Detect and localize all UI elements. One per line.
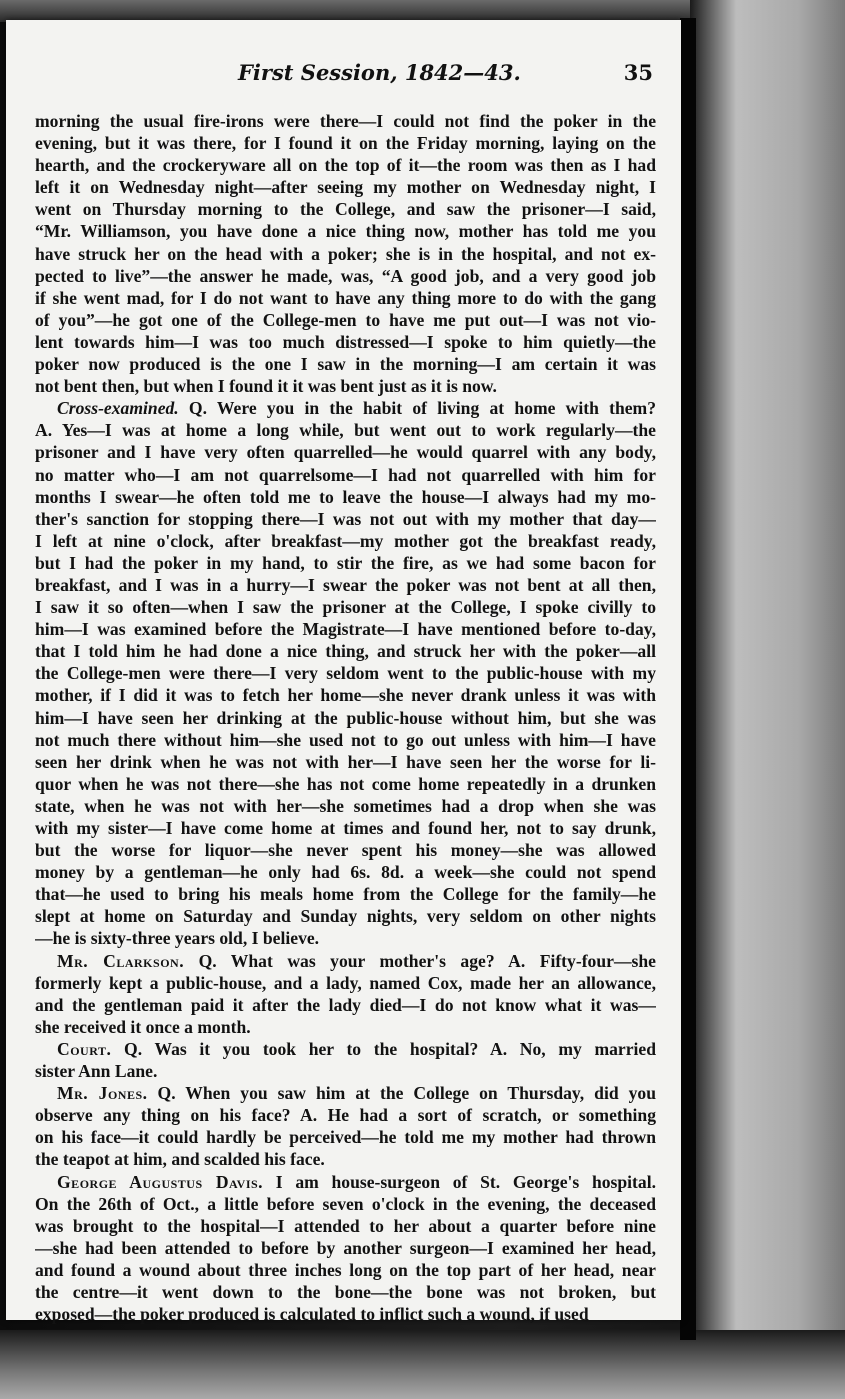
- text-line: [35, 375, 656, 397]
- line-text: have struck her on the head with a poker; she is in the hospital, and not ex-: [35, 243, 656, 264]
- text-line: [35, 861, 656, 883]
- scanner-background: [690, 0, 845, 1399]
- text-line: [35, 530, 656, 552]
- page-text: [35, 110, 656, 1325]
- text-line: [35, 110, 656, 132]
- line-text: that—he used to bring his meals home from the College for the family—he: [35, 884, 656, 905]
- text-line: [35, 1193, 656, 1215]
- line-text: the teapot at him, and scalded his face.: [35, 1149, 325, 1170]
- text-line: [35, 132, 656, 154]
- line-text: of you”—he got one of the College-men to have me put out—I was not vio-: [35, 309, 656, 330]
- line-text: morning the usual fire-irons were there—I could not find the poker in the: [35, 111, 656, 131]
- text-line: [35, 1016, 656, 1038]
- line-text: Q. Was it you took her to the hospital? A. No, my married: [111, 1038, 656, 1059]
- line-text: Q. Were you in the habit of living at home with them?: [178, 398, 656, 419]
- text-line: [35, 1104, 656, 1126]
- line-text: —she had been attended to before by another surgeon—I examined her head,: [35, 1237, 656, 1258]
- text-line: [35, 994, 656, 1016]
- text-line: [35, 773, 656, 795]
- page-edge-shadow: [680, 18, 696, 1340]
- line-text: I saw it so often—when I saw the prisoner at the College, I spoke civilly to: [35, 597, 656, 618]
- text-line: [35, 795, 656, 817]
- text-line: [35, 441, 656, 463]
- text-line: [35, 154, 656, 176]
- speaker-label: Court.: [57, 1038, 112, 1059]
- line-text: not much there without him—she used not to go out unless with him—I have: [35, 729, 656, 750]
- paragraph: [35, 110, 656, 397]
- page-number: 35: [623, 60, 653, 85]
- line-text: the College-men were there—I very seldom went to the public-house with my: [35, 663, 656, 684]
- text-line: [35, 397, 656, 419]
- running-head: [6, 60, 681, 90]
- text-line: [35, 751, 656, 773]
- text-line: [35, 1303, 656, 1325]
- scanner-bottom-edge: [0, 1330, 845, 1399]
- text-line: [35, 220, 656, 242]
- speaker-label: George Augustus Davis.: [57, 1171, 264, 1192]
- line-text: him—I have seen her drinking at the public-house without him, but she was: [35, 707, 656, 728]
- paragraph: [35, 397, 656, 949]
- line-text: “Mr. Williamson, you have done a nice thing now, mother has told me you: [35, 221, 656, 242]
- text-line: [35, 574, 656, 596]
- line-text: formerly kept a public-house, and a lady, named Cox, made her an allowance,: [35, 972, 656, 993]
- line-text: no matter who—I am not quarrelsome—I had not quarrelled with him for: [35, 464, 656, 485]
- line-text: state, when he was not with her—she sometimes had a drop when she was: [35, 795, 656, 816]
- line-text: exposed—the poker produced is calculated to inflict such a wound, if used: [35, 1304, 589, 1325]
- text-line: [35, 176, 656, 198]
- text-line: [35, 817, 656, 839]
- line-text: left it on Wednesday night—after seeing my mother on Wednesday night, I: [35, 177, 656, 198]
- paragraph: [35, 1082, 656, 1170]
- text-line: [35, 972, 656, 994]
- line-text: slept at home on Saturday and Sunday nights, very seldom on other nights: [35, 906, 656, 927]
- text-line: [35, 905, 656, 927]
- line-text: that I told him he had done a nice thing, and struck her with the poker—all: [35, 641, 656, 662]
- text-line: [35, 1215, 656, 1237]
- line-text: A. Yes—I was at home a long while, but went out to work regularly—the: [35, 420, 656, 441]
- text-line: [35, 839, 656, 861]
- line-text: quor when he was not there—she has not come home repeatedly in a drunken: [35, 773, 656, 794]
- line-text: mother, if I did it was to fetch her home—she never drank unless it was with: [35, 685, 656, 706]
- line-text: I am house-surgeon of St. George's hospital.: [263, 1171, 656, 1192]
- text-line: [35, 729, 656, 751]
- text-line: [35, 1060, 656, 1082]
- line-text: Q. When you saw him at the College on Thursday, did you: [147, 1083, 656, 1104]
- line-text: she received it once a month.: [35, 1016, 251, 1037]
- text-line: [35, 1126, 656, 1148]
- text-line: [35, 265, 656, 287]
- line-text: the centre—it went down to the bone—the bone was not broken, but: [35, 1281, 656, 1302]
- text-line: [35, 640, 656, 662]
- text-line: [35, 419, 656, 441]
- session-title: First Session, 1842—43.: [238, 60, 521, 85]
- speaker-label: Mr. Jones.: [57, 1083, 148, 1104]
- line-text: on his face—it could hardly be perceived—he told me my mother had thrown: [35, 1127, 656, 1148]
- line-text: lent towards him—I was too much distressed—I spoke to him quietly—the: [35, 331, 656, 352]
- book-page: [6, 20, 681, 1325]
- line-text: On the 26th of Oct., a little before seven o'clock in the evening, the deceased: [35, 1193, 656, 1214]
- line-text: poker now produced is the one I saw in the morning—I am certain it was: [35, 354, 656, 375]
- line-text: ther's sanction for stopping there—I was not out with my mother that day—: [35, 508, 656, 529]
- paragraph: [35, 950, 656, 1038]
- line-text: pected to live”—the answer he made, was, “A good job, and a very good job: [35, 265, 656, 286]
- line-text: was brought to the hospital—I attended to her about a quarter before nine: [35, 1215, 656, 1236]
- line-text: and found a wound about three inches long on the top part of her head, near: [35, 1259, 656, 1280]
- text-line: [35, 552, 656, 574]
- text-line: [35, 883, 656, 905]
- line-text: went on Thursday morning to the College, and saw the prisoner—I said,: [35, 199, 656, 220]
- line-text: —he is sixty-three years old, I believe.: [35, 928, 320, 949]
- paragraph: [35, 1038, 656, 1082]
- text-line: [35, 198, 656, 220]
- line-text: prisoner and I have very often quarrelled—he would quarrel with any body,: [35, 442, 656, 463]
- text-line: [35, 464, 656, 486]
- text-line: [35, 243, 656, 265]
- text-line: [35, 1038, 656, 1060]
- line-text: I left at nine o'clock, after breakfast—my mother got the breakfast ready,: [35, 530, 656, 551]
- speaker-label: Mr. Clarkson.: [57, 950, 185, 971]
- text-line: [35, 486, 656, 508]
- text-line: [35, 662, 656, 684]
- line-text: evening, but it was there, for I found it on the Friday morning, laying on the: [35, 133, 656, 154]
- text-line: [35, 707, 656, 729]
- text-line: [35, 353, 656, 375]
- text-line: [35, 1259, 656, 1281]
- text-line: [35, 1082, 656, 1104]
- text-line: [35, 287, 656, 309]
- line-text: seen her drink when he was not with her—I have seen her the worse for li-: [35, 751, 656, 772]
- line-text: if she went mad, for I do not want to have any thing more to do with the gang: [35, 287, 656, 308]
- text-line: [35, 1171, 656, 1193]
- text-line: [35, 331, 656, 353]
- line-text: Q. What was your mother's age? A. Fifty-four—she: [184, 950, 656, 971]
- text-line: [35, 950, 656, 972]
- line-text: him—I was examined before the Magistrate—I have mentioned before to-day,: [35, 619, 656, 640]
- text-line: [35, 309, 656, 331]
- text-line: [35, 1281, 656, 1303]
- line-text: months I swear—he often told me to leave the house—I always had my mo-: [35, 486, 656, 507]
- text-line: [35, 927, 656, 949]
- line-text: observe any thing on his face? A. He had a sort of scratch, or something: [35, 1105, 656, 1126]
- text-line: [35, 618, 656, 640]
- line-text: but the worse for liquor—she never spent his money—she was allowed: [35, 840, 656, 861]
- line-text: money by a gentleman—he only had 6s. 8d. a week—she could not spend: [35, 862, 656, 883]
- paragraph: [35, 1171, 656, 1326]
- line-text: and the gentleman paid it after the lady died—I do not know what it was—: [35, 994, 656, 1015]
- text-line: [35, 1148, 656, 1170]
- text-line: [35, 1237, 656, 1259]
- line-text: not bent then, but when I found it it was bent just as it is now.: [35, 376, 497, 397]
- line-text: with my sister—I have come home at times and found her, not to say drunk,: [35, 818, 656, 838]
- text-line: [35, 508, 656, 530]
- line-text: sister Ann Lane.: [35, 1061, 158, 1082]
- text-line: [35, 684, 656, 706]
- line-text: hearth, and the crockeryware all on the top of it—the room was then as I had: [35, 155, 656, 176]
- text-line: [35, 596, 656, 618]
- speaker-label: Cross-examined.: [57, 398, 179, 419]
- line-text: but I had the poker in my hand, to stir the fire, as we had some bacon for: [35, 552, 656, 573]
- line-text: breakfast, and I was in a hurry—I swear the poker was not bent at all then,: [35, 574, 656, 595]
